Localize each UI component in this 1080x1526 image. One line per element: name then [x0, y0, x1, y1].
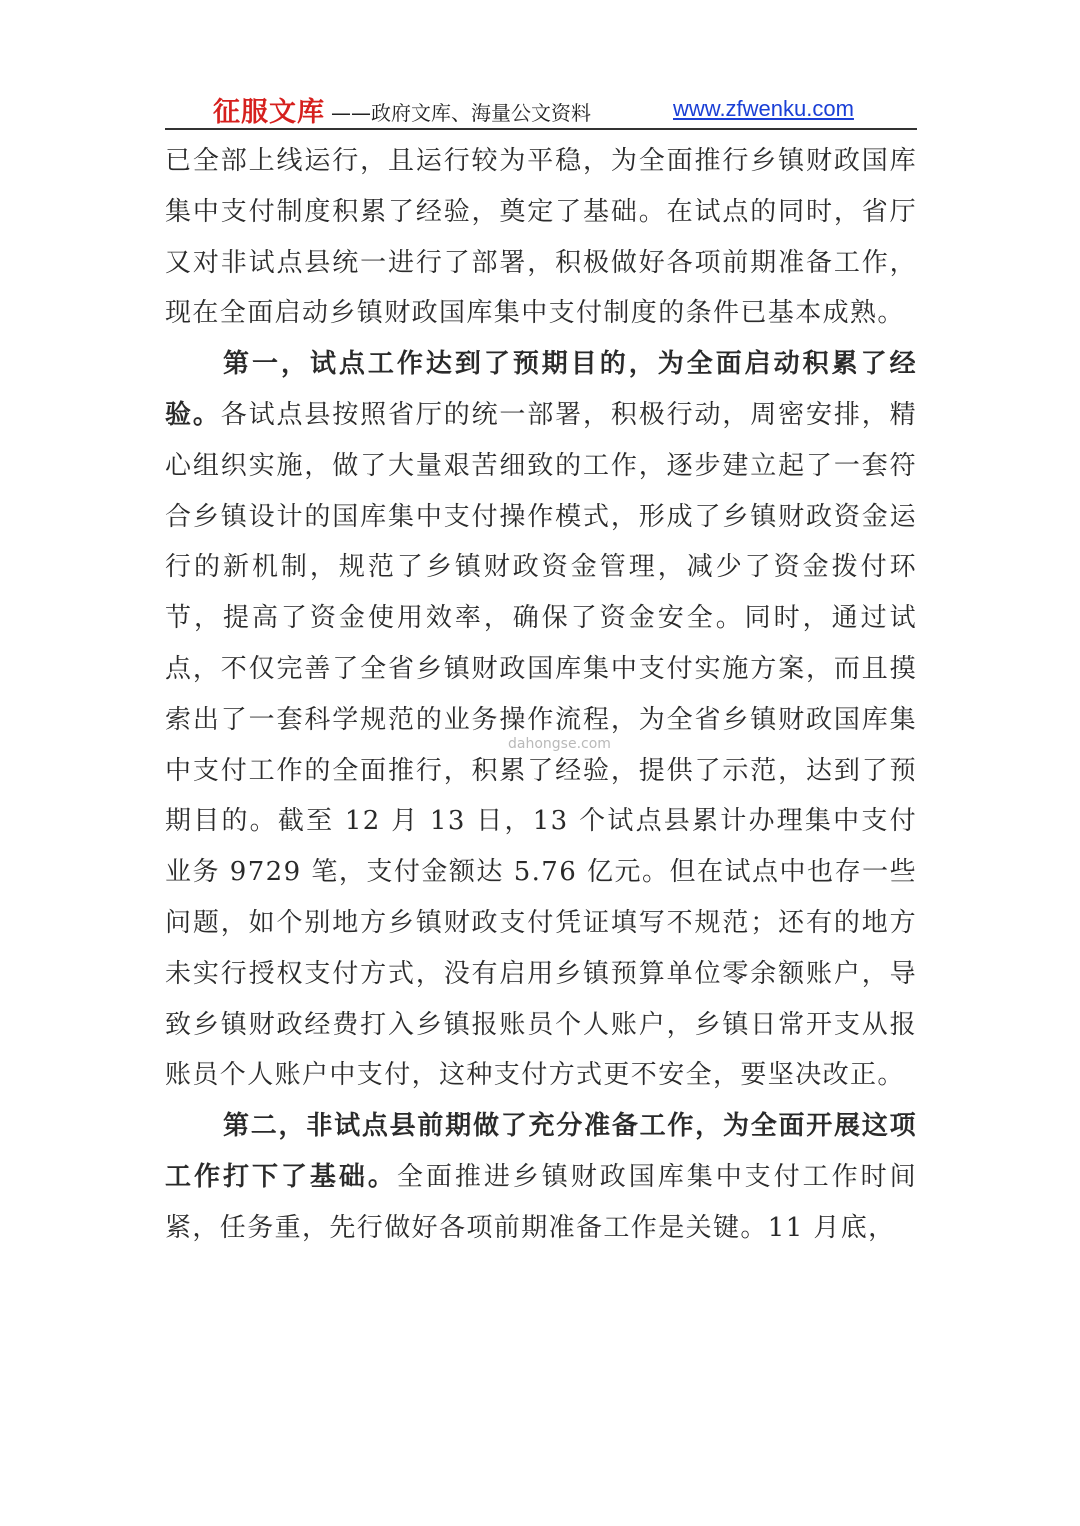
brand-logo: 征服文库 [213, 97, 325, 128]
paragraph-continuation [165, 136, 917, 339]
paragraph-second-point [165, 1101, 917, 1253]
paragraph-lead: 第一，试点工作达到了预期目的，为全面启动积累了经验。 [165, 349, 917, 430]
watermark: dahongse.com [508, 736, 611, 752]
paragraph-first-point [165, 339, 917, 1101]
header-tagline: ——政府文库、海量公文资料 [331, 101, 591, 125]
paragraph-text: 全面推进乡镇财政国库集中支付工作时间紧，任务重，先行做好各项前期准备工作是关键。11 月底， [165, 1161, 917, 1243]
site-link[interactable]: www.zfwenku.com [673, 96, 854, 121]
document-body [165, 136, 917, 1254]
page-header [165, 88, 917, 130]
paragraph-lead: 第二，非试点县前期做了充分准备工作，为全面开展这项工作打下了基础。 [165, 1111, 917, 1192]
paragraph-text: 各试点县按照省厅的统一部署，积极行动，周密安排，精心组织实施，做了大量艰苦细致的工作，逐步建立起了一套符合乡镇设计的国库集中支付操作模式，形成了乡镇财政资金运行的新机制，规范了乡镇财政资金管理，减少了资金拨付环节，提高了资金使用效率，确保了资金安全。同时，通过试点，不仅完善了全省乡镇财政国库集中支付实施方案，而且摸索出了一套科学规范的业务操作流程，为全省乡镇财政国库集中支付工作的全面推行，积累了经验，提供了示范，达到了预期目的。截至 12 月 13 日，13 个试点县累计办理集中支付业务 9729 笔，支付金额达 5.76 亿元。但在试点中也存一些问题，如个别地方乡镇财政支付凭证填写不规范；还有的地方未实行授权支付方式，没有启用乡镇预算单位零余额账户，导致乡镇财政经费打入乡镇报账员个人账户，乡镇日常开支从报账员个人账户中支付，这种支付方式更不安全，要坚决改正。 [165, 399, 917, 1091]
paragraph-text: 已全部上线运行，且运行较为平稳，为全面推行乡镇财政国库集中支付制度积累了经验，奠定了基础。在试点的同时，省厅又对非试点县统一进行了部署，积极做好各项前期准备工作，现在全面启动乡镇财政国库集中支付制度的条件已基本成熟。 [165, 146, 917, 329]
